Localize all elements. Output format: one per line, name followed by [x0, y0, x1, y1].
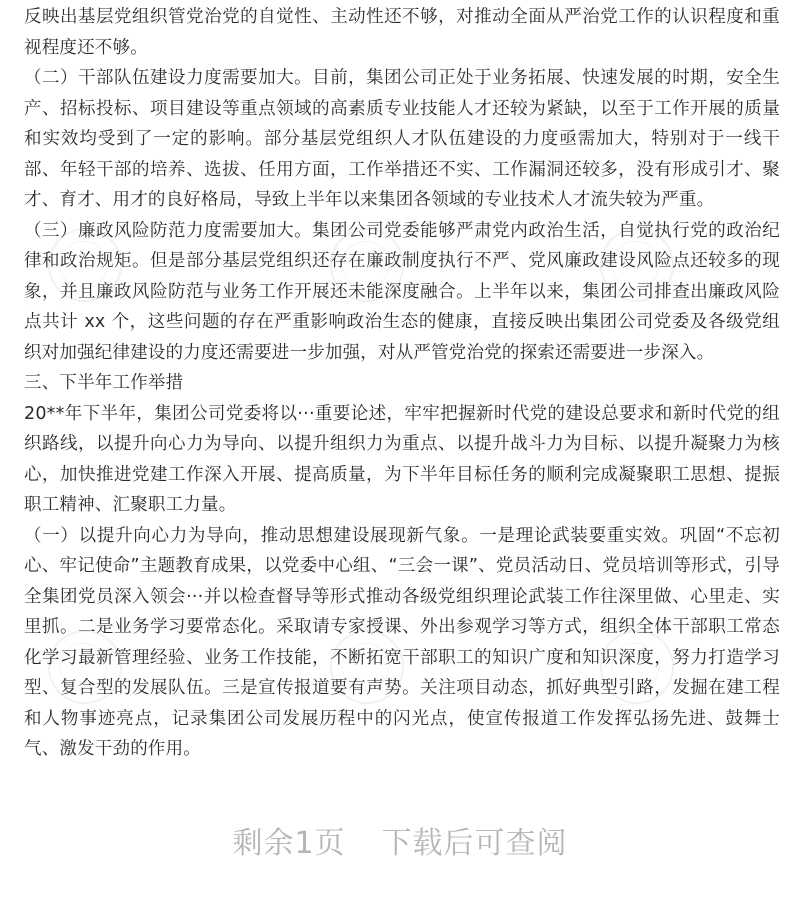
download-to-view-label: 下载后可查阅 [381, 826, 568, 861]
paragraph-second-half-plan: 20**年下半年，集团公司党委将以···重要论述，牢牢把握新时代党的建设总要求和新时代党的组织路线，以提升向心力为导向、以提升组织力为重点、以提升战斗力为目标、以提升凝聚力为核心，加快推进党建工作深入开展、提高质量，为下半年目标任务的顺利完成凝聚职工思想、提振职工精神、汇聚职工力量。 [24, 403, 780, 515]
section-heading: 三、下半年工作举措 [24, 373, 184, 393]
download-prompt[interactable] [0, 818, 800, 862]
document-body [24, 2, 780, 765]
paragraph-ideological-building: （一）以提升向心力为导向，推动思想建设展现新气象。一是理论武装要重实效。巩固“不忘初心、牢记使命”主题教育成果，以党委中心组、“三会一课”、党员活动日、党员培训等形式，引导全集团党员深入领会···并以检查督导等形式推动各级党组织理论武装工作往深里做、心里走、实里抓。二是业务学习要常态化。采取请专家授课、外出参观学习等方式，组织全体干部职工常态化学习最新管理经验、业务工作技能，不断拓宽干部职工的知识广度和知识深度，努力打造学习型、复合型的发展队伍。三是宣传报道要有声势。关注项目动态，抓好典型引路，发掘在建工程和人物事迹亮点，记录集团公司发展历程中的闪光点，使宣传报道工作发挥弘扬先进、鼓舞士气、激发干劲的作用。 [24, 525, 780, 759]
paragraph-intro-continued: 反映出基层党组织管党治党的自觉性、主动性还不够，对推动全面从严治党工作的认识程度和重视程度还不够。 [24, 7, 780, 58]
paragraph-integrity-risk: （三）廉政风险防范力度需要加大。集团公司党委能够严肃党内政治生活，自觉执行党的政治纪律和政治规矩。但是部分基层党组织还存在廉政制度执行不严、党风廉政建设风险点还较多的现象，并且廉政风险防范与业务工作开展还未能深度融合。上半年以来，集团公司排查出廉政风险点共计 xx 个，这些问题的存在严重影响政治生态的健康，直接反映出集团公司党委及各级党组织对加强纪律建设的力度还需要进一步加强，对从严管党治党的探索还需要进一步深入。 [24, 220, 780, 363]
remaining-pages-label: 剩余1页 [232, 826, 346, 861]
paragraph-cadre-team: （二）干部队伍建设力度需要加大。目前，集团公司正处于业务拓展、快速发展的时期，安全生产、招标投标、项目建设等重点领域的高素质专业技能人才还较为紧缺，以至于工作开展的质量和实效均受到了一定的影响。部分基层党组织人才队伍建设的力度亟需加大，特别对于一线干部、年轻干部的培养、选拔、任用方面，工作举措还不实、工作漏洞还较多，没有形成引才、聚才、育才、用才的良好格局，导致上半年以来集团各领域的专业技术人才流失较为严重。 [24, 68, 780, 210]
